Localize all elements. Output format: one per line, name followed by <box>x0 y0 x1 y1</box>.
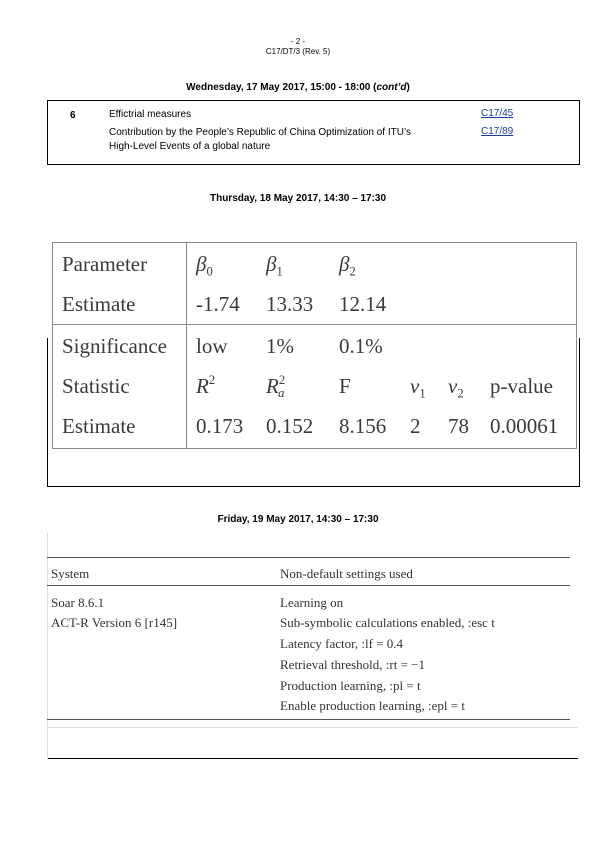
cell-value: 0.173 <box>196 414 244 438</box>
cell-nu2: $\nu_2$ <box>448 374 464 401</box>
section-title-main: Wednesday, 17 May 2017, 15:00 - 18:00 ( <box>186 82 377 93</box>
cell-value: p-value <box>490 374 553 398</box>
system-name: ACT-R Version 6 [r145] <box>51 615 178 630</box>
cell-value: 1% <box>266 334 294 358</box>
table-divider <box>186 243 187 448</box>
cell-value: 2 <box>410 414 421 438</box>
cell-beta0: $\beta_0$ <box>196 252 213 279</box>
column-header-system: System <box>51 566 90 581</box>
cell-value: 0.00061 <box>490 414 559 438</box>
section-title-close: ) <box>406 82 410 93</box>
table-rule-mid <box>47 585 570 586</box>
document-link-c17-45[interactable]: C17/45 <box>481 108 514 119</box>
cell-value: -1.74 <box>196 292 240 316</box>
agenda-item-line: High-Level Events of a global nature <box>109 141 271 152</box>
setting-item: Enable production learning, :epl = t <box>280 698 465 713</box>
agenda-item-text: Effictrial measures <box>109 109 192 120</box>
cell-r-squared-adjusted: $R^2_a$ <box>266 373 286 401</box>
table-divider <box>53 324 576 325</box>
cell-r-squared: $R^2$ <box>196 373 216 398</box>
cell-nu1: $\nu_1$ <box>410 374 426 401</box>
cell-value: 8.156 <box>339 414 387 438</box>
row-label-significance: Significance <box>62 334 167 358</box>
section-title-friday: Friday, 19 May 2017, 14:30 – 17:30 <box>217 514 379 525</box>
row-label-estimate: Estimate <box>62 414 136 438</box>
cell-beta1: $\beta_1$ <box>266 252 283 279</box>
setting-item: Retrieval threshold, :rt = −1 <box>280 657 425 672</box>
statistics-table <box>52 242 577 449</box>
setting-item: Learning on <box>280 595 344 610</box>
setting-item: Sub-symbolic calculations enabled, :esc t <box>280 615 495 630</box>
cell-value: 0.1% <box>339 334 383 358</box>
frame-bottom-line <box>47 758 578 759</box>
cell-value: 13.33 <box>266 292 314 316</box>
section-title-italic: cont’d <box>376 82 407 93</box>
agenda-item-text <box>109 126 411 154</box>
row-label-estimate: Estimate <box>62 292 136 316</box>
setting-item: Latency factor, :lf = 0.4 <box>280 636 404 651</box>
setting-item: Production learning, :pl = t <box>280 678 421 693</box>
column-header-settings: Non-default settings used <box>280 566 413 581</box>
system-name: Soar 8.6.1 <box>51 595 105 610</box>
agenda-item-line: Contribution by the People’s Republic of China Optimization of ITU’s <box>109 127 412 138</box>
settings-table <box>47 557 570 721</box>
agenda-item-number: 6 <box>70 110 76 121</box>
section-title-wednesday <box>0 82 596 93</box>
agenda-box <box>47 100 580 165</box>
document-reference: C17/DT/3 (Rev. 5) <box>265 47 331 56</box>
frame-edge <box>47 727 578 728</box>
row-label-parameter: Parameter <box>62 252 148 276</box>
cell-value: low <box>196 334 228 358</box>
cell-value: 78 <box>448 414 469 438</box>
table-rule-bottom <box>47 719 570 720</box>
cell-value: F <box>339 374 351 398</box>
cell-beta2: $\beta_2$ <box>339 252 356 279</box>
cell-value: 12.14 <box>339 292 387 316</box>
frame-edge <box>579 338 580 486</box>
row-label-statistic: Statistic <box>62 374 130 398</box>
frame-edge <box>47 338 48 486</box>
section-title-thursday: Thursday, 18 May 2017, 14:30 – 17:30 <box>209 193 387 204</box>
cell-value: 0.152 <box>266 414 314 438</box>
document-link-c17-89[interactable]: C17/89 <box>481 126 514 137</box>
table-rule-top <box>47 557 570 558</box>
page-number: - 2 - <box>290 37 306 46</box>
